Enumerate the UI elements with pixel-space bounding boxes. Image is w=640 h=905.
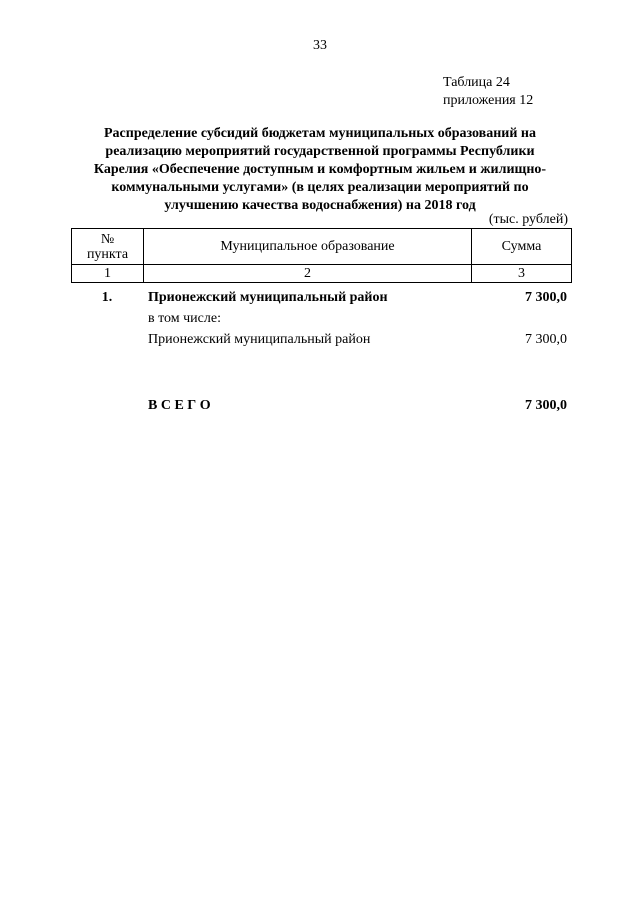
header-number-line-1: № [100,231,115,247]
row-number: 1. [101,290,113,305]
header-table [71,228,572,283]
header-number-line-2: пункта [86,246,129,262]
row-name: в том числе: [148,311,221,326]
total-sum: 7 300,0 [525,398,567,413]
table-ref-line-1: Таблица 24 [443,75,510,90]
title-line: улучшению качества водоснабжения) на 2018 год [164,198,476,213]
column-number: 2 [144,265,472,283]
column-numbers-row [72,265,572,283]
table-row [71,289,571,307]
title-line: коммунальными услугами» (в целях реализации мероприятий по [111,180,529,195]
total-label: В С Е Г О [148,398,211,413]
page-number: 33 [313,38,327,53]
row-sum: 7 300,0 [525,290,567,305]
title-line: Распределение субсидий бюджетам муниципальных образований на [104,126,536,141]
table-reference [443,74,533,110]
title-line: реализацию мероприятий государственной программы Республики [105,144,535,159]
unit-label: (тыс. рублей) [488,212,568,227]
row-sum: 7 300,0 [525,332,567,347]
document-title [70,125,570,215]
table-row [71,310,571,328]
header-sum: Сумма [472,229,572,265]
header-row [72,229,572,265]
total-row [71,397,571,415]
header-municipality: Муниципальное образование [144,229,472,265]
header-number [72,229,144,265]
title-line: Карелия «Обеспечение доступным и комфортным жильем и жилищно- [93,162,547,177]
table-ref-line-2: приложения 12 [443,93,534,108]
column-number: 1 [72,265,144,283]
column-number: 3 [472,265,572,283]
table-row [71,331,571,349]
row-name: Прионежский муниципальный район [148,332,371,347]
row-name: Прионежский муниципальный район [148,290,388,305]
